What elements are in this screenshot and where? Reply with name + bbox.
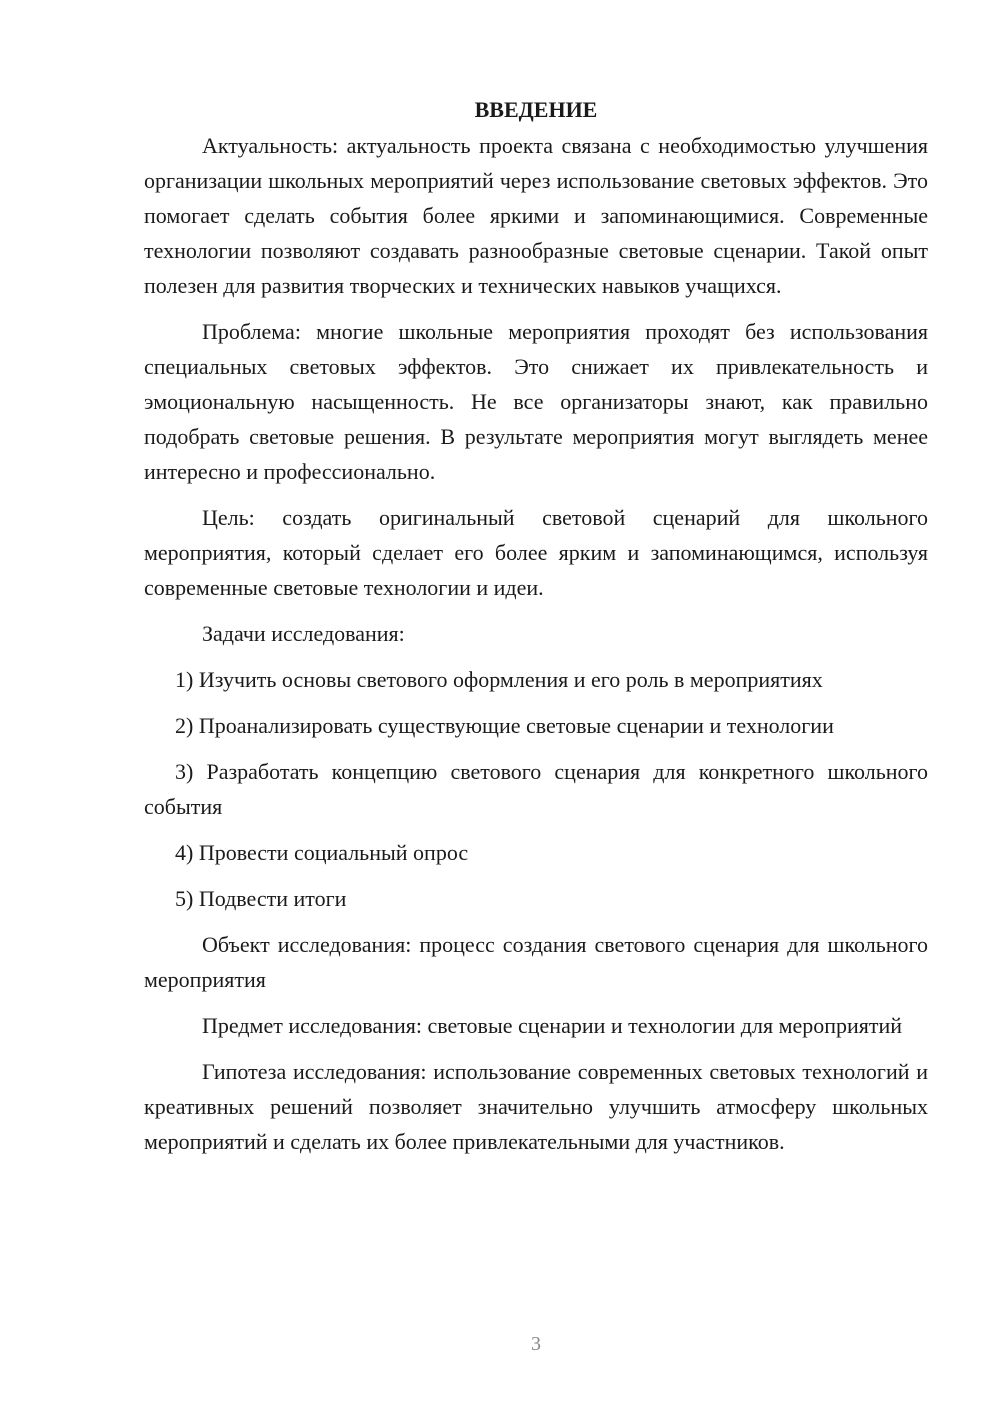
object-paragraph: Объект исследования: процесс создания светового сценария для школьного мероприятия — [144, 932, 928, 992]
task-item-2: 2) Проанализировать существующие световые сценарии и технологии — [175, 713, 834, 738]
goal-paragraph: Цель: создать оригинальный световой сценарий для школьного мероприятия, который сделает его более ярким и запоминающимся, используя современные световые технологии и идеи. — [144, 505, 928, 600]
hypothesis-paragraph: Гипотеза исследования: использование современных световых технологий и креативных решений позволяет значительно улучшить атмосферу школьных мероприятий и сделать их более привлекательными для участников. — [144, 1059, 928, 1154]
page-number: 3 — [531, 1333, 541, 1355]
tasks-heading: Задачи исследования: — [202, 621, 405, 646]
relevance-paragraph: Актуальность: актуальность проекта связана с необходимостью улучшения организации школьных мероприятий через использование световых эффектов. Это помогает сделать события более яркими и запоминающимися. Современные технологии позволяют создавать разнообразные световые сценарии. Такой опыт полезен для развития творческих и технических навыков учащихся. — [144, 133, 928, 298]
subject-paragraph: Предмет исследования: световые сценарии и технологии для мероприятий — [202, 1013, 903, 1038]
task-item-3: 3) Разработать концепцию светового сценария для конкретного школьного события — [144, 759, 928, 819]
task-item-4: 4) Провести социальный опрос — [175, 840, 469, 865]
task-item-1: 1) Изучить основы светового оформления и его роль в мероприятиях — [175, 667, 823, 692]
task-item-5: 5) Подвести итоги — [175, 886, 347, 911]
problem-paragraph: Проблема: многие школьные мероприятия проходят без использования специальных световых эффектов. Это снижает их привлекательность и эмоциональную насыщенность. Не все организаторы знают, как правильно подобрать световые решения. В результате мероприятия могут выглядеть менее интересно и профессионально. — [144, 319, 928, 484]
page-title: ВВЕДЕНИЕ — [474, 97, 598, 122]
document-page — [144, 92, 928, 1170]
